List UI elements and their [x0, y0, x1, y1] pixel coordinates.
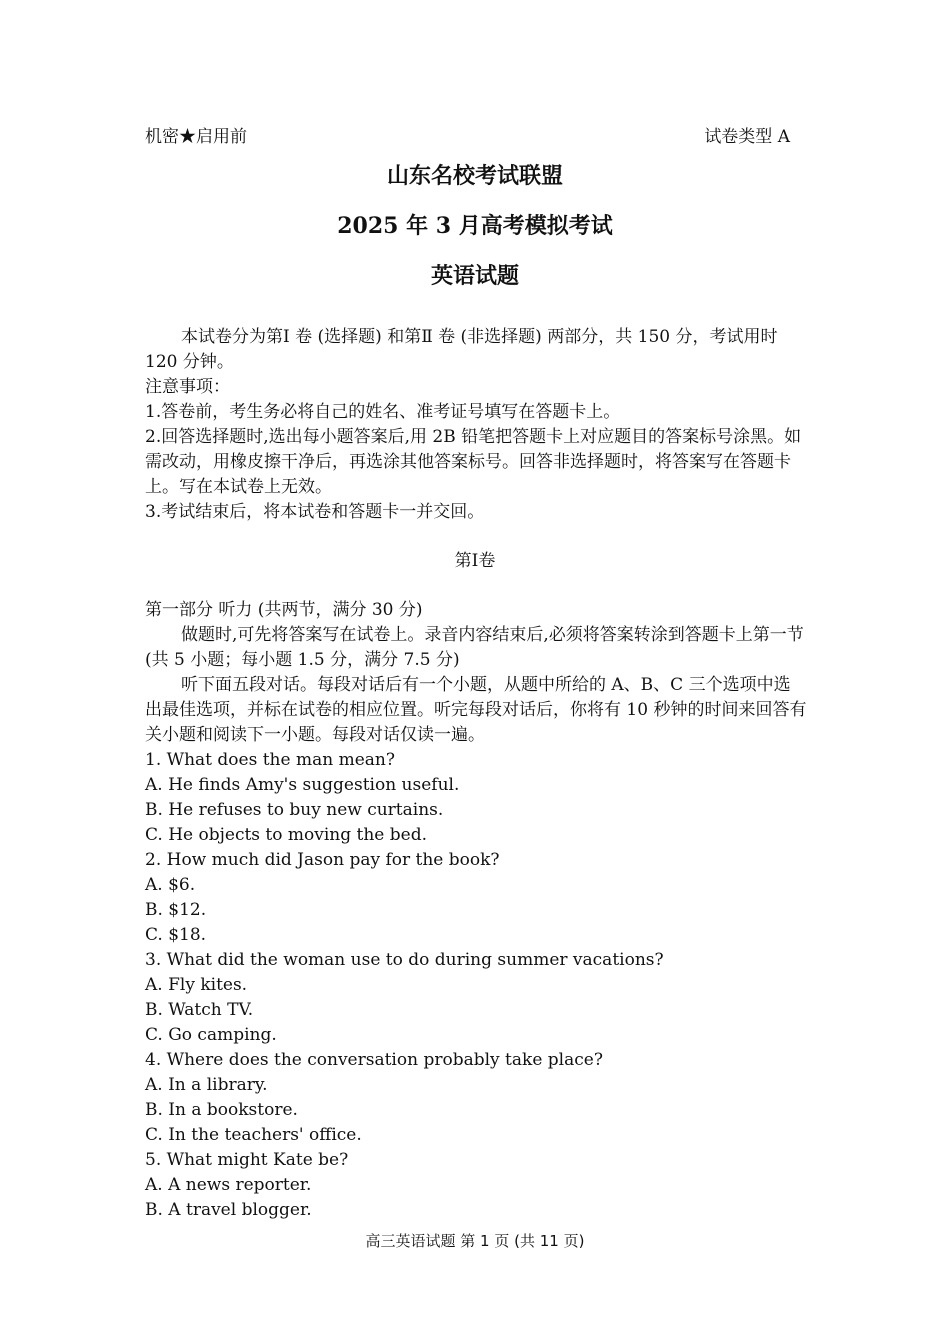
question-5: 5. What might Kate be?	[145, 1150, 349, 1170]
exam-instructions	[145, 325, 807, 525]
listening-section	[145, 598, 807, 1223]
section-instruction-2: 听下面五段对话。每段对话后有一个小题，从题中所给的 A、B、C 三个选项中选出最佳选项，并标在试卷的相应位置。听完每段对话后，你将有 10 秒钟的时间来回答有关小题和阅读下一小题。每段对话仅读一遍。	[145, 675, 807, 745]
option-3b: B. Watch TV.	[145, 1000, 254, 1020]
option-1b: B. He refuses to buy new curtains.	[145, 800, 444, 820]
option-1a: A. He finds Amy's suggestion useful.	[145, 775, 460, 795]
notice-item-1: 1.答卷前，考生务必将自己的姓名、准考证号填写在答题卡上。	[145, 402, 621, 422]
notice-item-2: 2.回答选择题时,选出每小题答案后,用 2B 铅笔把答题卡上对应题目的答案标号涂黑。如需改动，用橡皮擦干净后，再选涂其他答案标号。回答非选择题时，将答案写在答题卡上。写在本试卷上无效。	[145, 427, 802, 497]
exam-overview: 本试卷分为第Ⅰ 卷 (选择题) 和第Ⅱ 卷 (非选择题) 两部分，共 150 分，考试用时 120 分钟。	[145, 327, 778, 372]
confidential-label: 机密★启用前	[145, 127, 247, 147]
question-2: 2. How much did Jason pay for the book?	[145, 850, 500, 870]
paper-type-label: 试卷类型 A	[704, 127, 790, 147]
option-5b: B. A travel blogger.	[145, 1200, 312, 1220]
subject-title: 英语试题	[430, 263, 519, 289]
notice-item-3: 3.考试结束后，将本试卷和答题卡一并交回。	[145, 502, 485, 522]
option-5a: A. A news reporter.	[145, 1175, 312, 1195]
option-2b: B. $12.	[145, 900, 207, 920]
part-title: 第一部分 听力 (共两节，满分 30 分)	[145, 600, 423, 620]
option-4b: B. In a bookstore.	[145, 1100, 298, 1120]
option-3c: C. Go camping.	[145, 1025, 277, 1045]
option-2c: C. $18.	[145, 925, 207, 945]
volume-heading: 第Ⅰ卷	[454, 551, 496, 571]
option-4a: A. In a library.	[145, 1075, 268, 1095]
page-footer: 高三英语试题 第 1 页 (共 11 页)	[365, 1232, 585, 1250]
exam-date-title: 2025 年 3 月高考模拟考试	[337, 213, 613, 239]
option-4c: C. In the teachers' office.	[145, 1125, 362, 1145]
option-3a: A. Fly kites.	[145, 975, 248, 995]
option-2a: A. $6.	[145, 875, 196, 895]
question-3: 3. What did the woman use to do during summer vacations?	[145, 950, 664, 970]
exam-organizer-title: 山东名校考试联盟	[386, 163, 563, 189]
option-1c: C. He objects to moving the bed.	[145, 825, 428, 845]
section-instruction-1: 做题时,可先将答案写在试卷上。录音内容结束后,必须将答案转涂到答题卡上第一节 (共 5 小题；每小题 1.5 分，满分 7.5 分)	[145, 625, 804, 670]
question-4: 4. Where does the conversation probably take place?	[145, 1050, 603, 1070]
notice-label: 注意事项：	[145, 377, 230, 397]
question-1: 1. What does the man mean?	[145, 750, 395, 770]
